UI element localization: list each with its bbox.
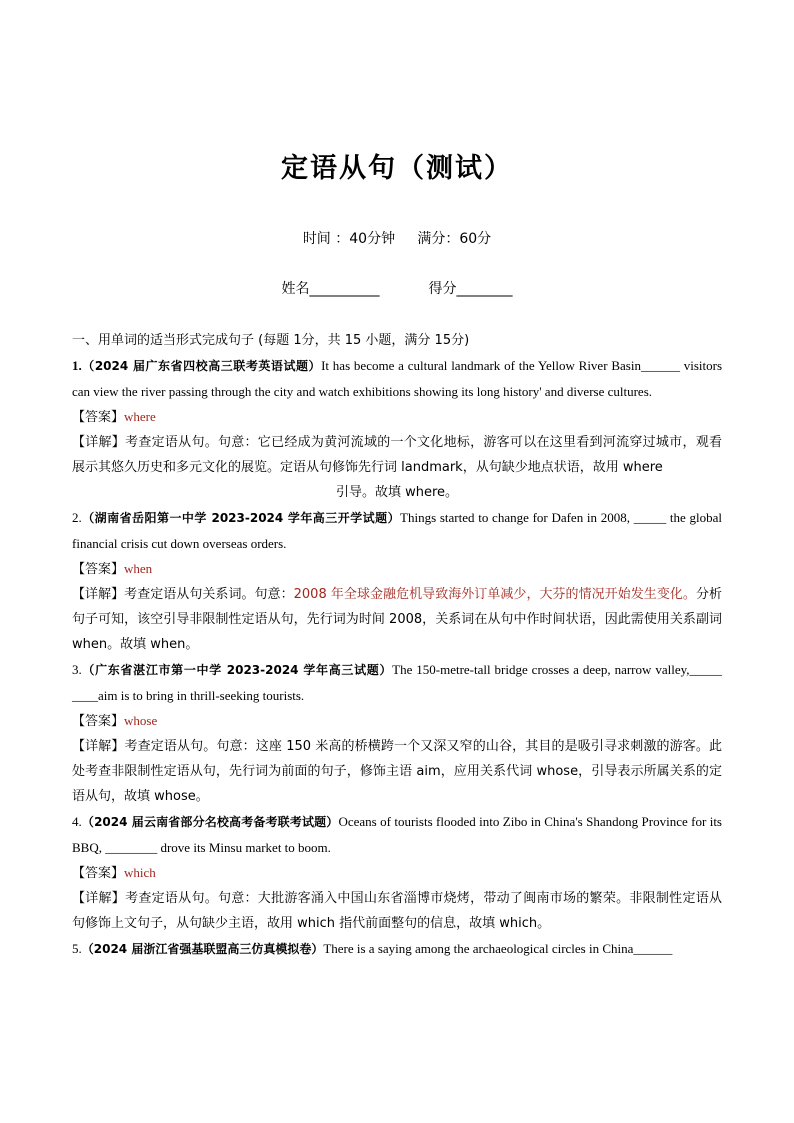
detail-1-cont: 引导。故填 where。 [335, 485, 459, 500]
question-4: 4.（2024 届云南省部分名校高考备考联考试题）Oceans of tourists flooded into Zibo in China's Shandong Province for its BBQ, ________ drove its Minsu market to boom. [72, 814, 722, 855]
question-source: （2024 届广东省四校高三联考英语试题） [81, 359, 322, 373]
answer-value: where [124, 409, 156, 424]
name-field[interactable]: 姓名__________ [281, 281, 380, 297]
question-source: （湖南省岳阳第一中学 2023-2024 学年高三开学试题） [81, 511, 401, 525]
question-text: Things started to change for Dafen in 2008, _____ the global financial crisis cut down overseas orders. [72, 510, 722, 551]
answer-3: 【答案】whose [72, 713, 158, 729]
question-3: 3.（广东省湛江市第一中学 2023-2024 学年高三试题）The 150-metre-tall bridge crosses a deep, narrow valley,_____ ____aim is to bring in thrill-seeking tourists. [72, 662, 722, 703]
answer-2: 【答案】when [72, 561, 153, 577]
time-limit: 时间 ：40分钟 [302, 231, 396, 247]
question-source: （2024 届云南省部分名校高考备考联考试题） [81, 815, 339, 829]
question-5: 5.（2024 届浙江省强基联盟高三仿真模拟卷）There is a saying among the archaeological circles in China______ [72, 941, 673, 956]
detail-2: 【详解】考查定语从句关系词。句意：2008 年全球金融危机导致海外订单减少，大芬的情况开始发生变化。分析句子可知，该空引导非限制性定语从句，先行词为时间 2008，关系词在从句中作时间状语，因此需使用关系副词 when。故填 when。 [72, 587, 722, 652]
detail-1: 【详解】考查定语从句。句意：它已经成为黄河流域的一个文化地标，游客可以在这里看到河流穿过城市，观看展示其悠久历史和多元文化的展览。定语从句修饰先行词 landmark，从句缺少地点状语，故用 where [72, 435, 722, 475]
answer-value: when [124, 561, 153, 576]
page-title: 定语从句（测试） [281, 153, 513, 184]
question-content [72, 328, 722, 962]
question-text: It has become a cultural landmark of the Yellow River Basin______ visitors can view the river passing through the city and watch exhibitions showing its long history' and diverse cultures. [72, 358, 723, 399]
question-source: （广东省湛江市第一中学 2023-2024 学年高三试题） [81, 663, 393, 677]
answer-value: which [124, 865, 156, 880]
question-source: （2024 届浙江省强基联盟高三仿真模拟卷） [81, 942, 324, 956]
question-text: There is a saying among the archaeological circles in China______ [323, 941, 673, 956]
score-field[interactable]: 得分________ [428, 281, 513, 297]
answer-4: 【答案】which [72, 865, 156, 881]
answer-1: 【答案】where [72, 409, 156, 425]
detail-3: 【详解】考查定语从句。句意：这座 150 米高的桥横跨一个又深又窄的山谷，其目的是吸引寻求刺激的游客。此处考查非限制性定语从句，先行词为前面的句子，修饰主语 aim，应用关系代词 whose，引导表示所属关系的定语从句，故填 whose。 [72, 739, 722, 804]
detail-4: 【详解】考查定语从句。句意：大批游客涌入中国山东省淄博市烧烤，带动了闽南市场的繁荣。非限制性定语从句修饰上文句子，从句缺少主语，故用 which 指代前面整句的信息，故填 which。 [72, 891, 722, 931]
question-text: The 150-metre-tall bridge crosses a deep, narrow valley,_____ ____aim is to bring in thrill-seeking tourists. [72, 662, 722, 703]
exam-info [0, 228, 794, 248]
section-heading: 一、用单词的适当形式完成句子 (每题 1分，共 15 小题，满分 15分) [72, 333, 470, 348]
question-1: 1.（2024 届广东省四校高三联考英语试题）It has become a cultural landmark of the Yellow River Basin______ visitors can view the river passing through the city and watch exhibitions showing its long history' and diverse cultures. [72, 358, 723, 399]
question-text: Oceans of tourists flooded into Zibo in China's Shandong Province for its BBQ, ________ drove its Minsu market to boom. [72, 814, 722, 855]
answer-value: whose [124, 713, 158, 728]
question-2: 2.（湖南省岳阳第一中学 2023-2024 学年高三开学试题）Things started to change for Dafen in 2008, _____ the global financial crisis cut down overseas orders. [72, 510, 722, 551]
student-info [0, 278, 794, 298]
full-score: 满分：60分 [417, 231, 492, 247]
